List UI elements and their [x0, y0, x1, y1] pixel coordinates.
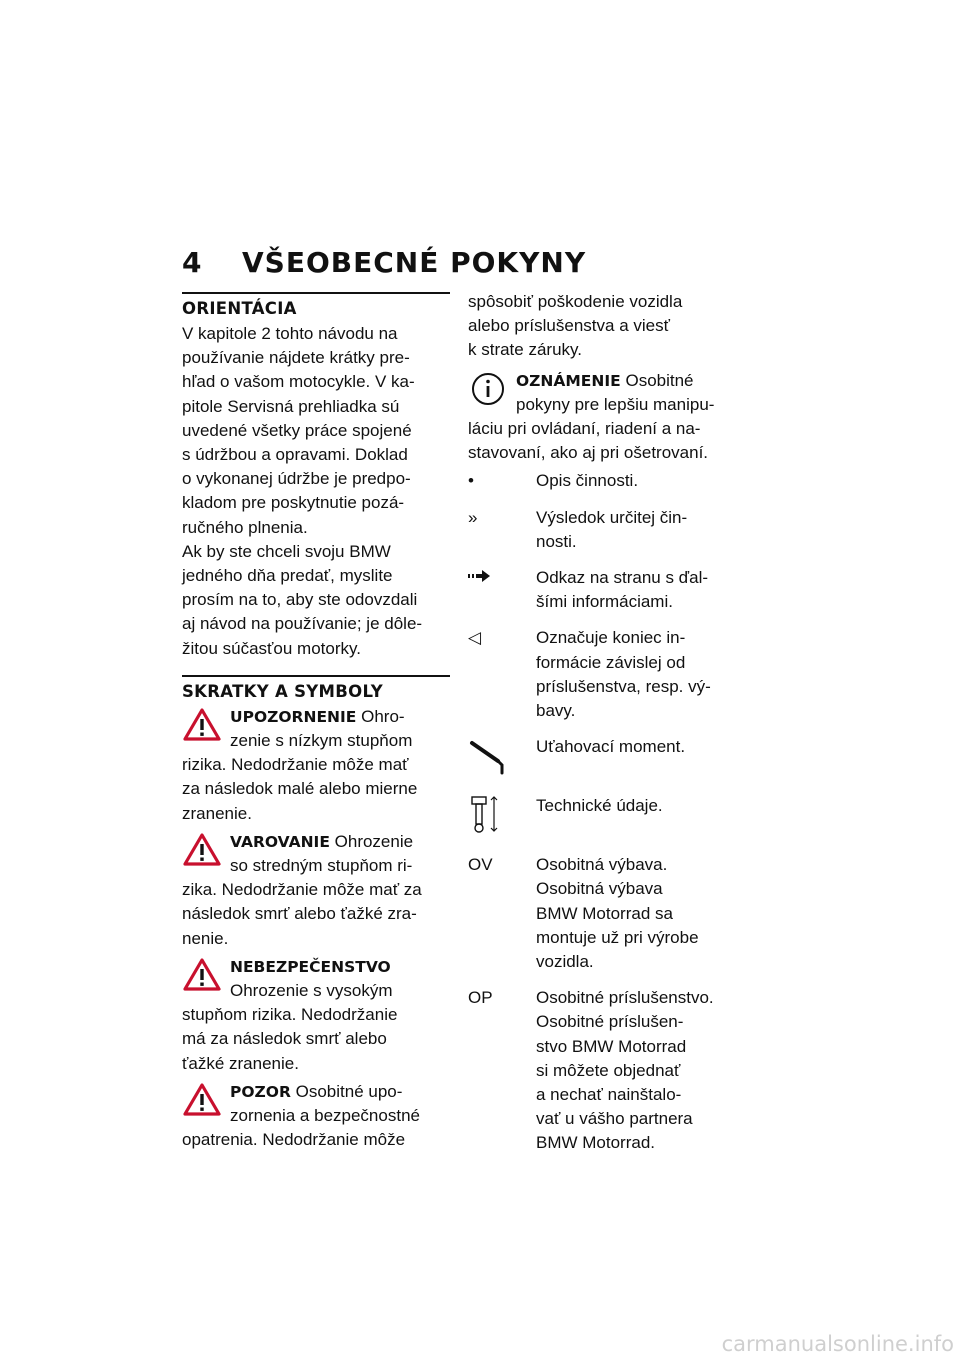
text-line: kladom pre poskytnutie pozá-	[182, 493, 405, 513]
symbol-key	[468, 735, 536, 782]
symbol-row	[468, 853, 738, 974]
text-line: má za následok smrť alebo	[182, 1029, 387, 1049]
symbol-description	[536, 853, 738, 974]
text-line: V kapitole 2 tohto návodu na	[182, 324, 398, 343]
symbol-row	[468, 469, 738, 493]
notice-lead: POZOR	[230, 1082, 291, 1101]
text-line: hľad o vašom motocykle. V ka-	[182, 372, 415, 392]
warning-triangle-icon	[182, 957, 226, 997]
text-line: aj návod na používanie; je dôle-	[182, 614, 423, 634]
text-line: Osobitné príslušenstvo.	[536, 988, 714, 1008]
watermark: carmanualsonline.info	[721, 1332, 954, 1356]
text-line: BMW Motorrad.	[536, 1133, 656, 1153]
text-line: zika. Nedodržanie môže mať za	[182, 880, 422, 900]
abbreviations-heading: SKRATKY A SYMBOLY	[182, 681, 383, 701]
text-line: Ohrozenie s vysokým	[230, 981, 393, 1001]
text-line: prosím na to, aby ste odovzdali	[182, 590, 418, 610]
text-line: používanie nájdete krátky pre-	[182, 348, 410, 368]
text-line: následok smrť alebo ťažké zra-	[182, 904, 417, 924]
symbols-list	[468, 469, 738, 1155]
text-line: BMW Motorrad sa	[536, 903, 673, 923]
notices-list	[182, 705, 450, 1157]
symbol-row	[468, 626, 738, 723]
text-line: Opis činnosti.	[536, 471, 639, 491]
text-line: Ak by ste chceli svoju BMW	[182, 541, 391, 561]
symbol-key	[468, 506, 536, 530]
symbol-description	[536, 566, 738, 614]
text-line: Osobitná výbava.	[536, 855, 668, 875]
symbol-key	[468, 469, 536, 493]
end-marker-icon: ◁	[468, 628, 482, 648]
symbol-key: OP	[468, 988, 493, 1008]
text-line: bavy.	[536, 701, 576, 721]
notice-pozor	[182, 1080, 450, 1153]
text-line: a nechať nainštalo-	[536, 1085, 682, 1105]
technical-data-icon	[468, 819, 502, 838]
text-line: nenie.	[182, 928, 229, 948]
symbol-row	[468, 566, 738, 614]
text-line: ťažké zranenie.	[182, 1053, 299, 1073]
info-notice	[468, 369, 738, 466]
text-line: o vykonanej údržbe je predpo-	[182, 469, 411, 489]
text-line: Osobitné príslušen-	[536, 1012, 684, 1032]
text-line: láciu pri ovládaní, riadení a na-	[468, 419, 701, 439]
text-line: stavovaní, ako aj pri ošetrovaní.	[468, 443, 709, 463]
result-chevron-icon: »	[468, 507, 478, 527]
text-line: alebo príslušenstva a viesť	[468, 316, 670, 336]
bullet-icon: •	[468, 471, 474, 491]
info-circle-icon	[468, 371, 512, 411]
text-line: šími informáciami.	[536, 592, 673, 612]
chapter-title-text: VŠEOBECNÉ POKYNY	[242, 246, 587, 279]
symbol-key	[468, 566, 536, 590]
symbol-key	[468, 626, 536, 650]
warning-triangle-icon	[182, 1082, 226, 1122]
chapter-title	[182, 246, 586, 279]
text-line: nosti.	[536, 531, 577, 551]
notice-nebezpečenstvo	[182, 955, 450, 1076]
symbol-description	[536, 626, 738, 723]
text-line: zenie s nízkym stupňom	[230, 731, 413, 751]
page-reference-arrow-icon	[468, 568, 492, 587]
text-line: Ohrozenie	[334, 831, 414, 851]
text-line: Technické údaje.	[536, 796, 663, 816]
symbol-key	[468, 794, 536, 841]
left-column	[182, 292, 450, 1157]
text-line: Odkaz na stranu s ďal-	[536, 568, 709, 588]
symbol-key	[468, 853, 536, 877]
symbol-key: OV	[468, 855, 493, 875]
text-line: uvedené všetky práce spojené	[182, 420, 412, 440]
symbol-description	[536, 986, 738, 1155]
symbol-row	[468, 735, 738, 782]
notice-lead: UPOZORNENIE	[230, 707, 357, 726]
symbol-key	[468, 986, 536, 1010]
orientation-paragraph	[182, 322, 450, 661]
text-line: Osobitné	[625, 370, 694, 390]
text-line: spôsobiť poškodenie vozidla	[468, 292, 683, 311]
text-line: príslušenstva, resp. vý-	[536, 676, 711, 696]
text-line: Výsledok určitej čin-	[536, 507, 688, 527]
text-line: so stredným stupňom ri-	[230, 856, 413, 876]
symbol-description	[536, 506, 738, 554]
text-line: formácie závislej od	[536, 652, 686, 672]
text-line: montuje už pri výrobe	[536, 927, 699, 947]
text-line: pitole Servisná prehliadka sú	[182, 396, 400, 416]
text-line: Osobitné upo-	[295, 1081, 403, 1101]
text-line: za následok malé alebo mierne	[182, 779, 418, 799]
notice-upozornenie	[182, 705, 450, 826]
section-divider	[182, 675, 450, 677]
notice-lead: NEBEZPEČENSTVO	[230, 957, 391, 976]
symbol-row	[468, 794, 738, 841]
text-line: vať u vášho partnera	[536, 1109, 693, 1129]
torque-wrench-icon	[468, 760, 508, 779]
text-line: opatrenia. Nedodržanie môže	[182, 1130, 406, 1150]
warning-triangle-icon	[182, 707, 226, 747]
text-line: ručného plnenia.	[182, 517, 308, 537]
text-line: Označuje koniec in-	[536, 628, 686, 648]
text-line: žitou súčasťou motorky.	[182, 638, 361, 658]
symbol-row	[468, 986, 738, 1155]
text-line: vozidla.	[536, 952, 594, 972]
symbol-description	[536, 794, 738, 818]
text-line: rizika. Nedodržanie môže mať	[182, 755, 409, 775]
text-line: k strate záruky.	[468, 340, 582, 360]
text-line: Osobitná výbava	[536, 879, 663, 899]
text-line: s údržbou a opravami. Doklad	[182, 445, 408, 465]
text-line: stvo BMW Motorrad	[536, 1036, 687, 1056]
notice-lead: OZNÁMENIE	[516, 371, 621, 390]
notice-lead: VAROVANIE	[230, 832, 330, 851]
orientation-heading: ORIENTÁCIA	[182, 299, 297, 318]
notice-varovanie	[182, 830, 450, 951]
text-line: Uťahovací moment.	[536, 737, 686, 757]
text-line: zranenie.	[182, 803, 252, 823]
warning-triangle-icon	[182, 832, 226, 872]
text-line: stupňom rizika. Nedodržanie	[182, 1005, 398, 1025]
text-line: zornenia a bezpečnostné	[230, 1106, 420, 1126]
text-line: Ohro-	[361, 706, 405, 726]
text-line: jedného dňa predať, myslite	[182, 566, 393, 586]
symbol-description	[536, 735, 738, 759]
right-column	[468, 290, 738, 1168]
symbol-description	[536, 469, 738, 493]
text-line: si môžete objednať	[536, 1060, 681, 1080]
section-divider	[182, 292, 450, 294]
text-line: pokyny pre lepšiu manipu-	[516, 394, 715, 414]
symbol-row	[468, 506, 738, 554]
continuation-paragraph	[468, 290, 738, 363]
chapter-number: 4	[182, 246, 203, 279]
